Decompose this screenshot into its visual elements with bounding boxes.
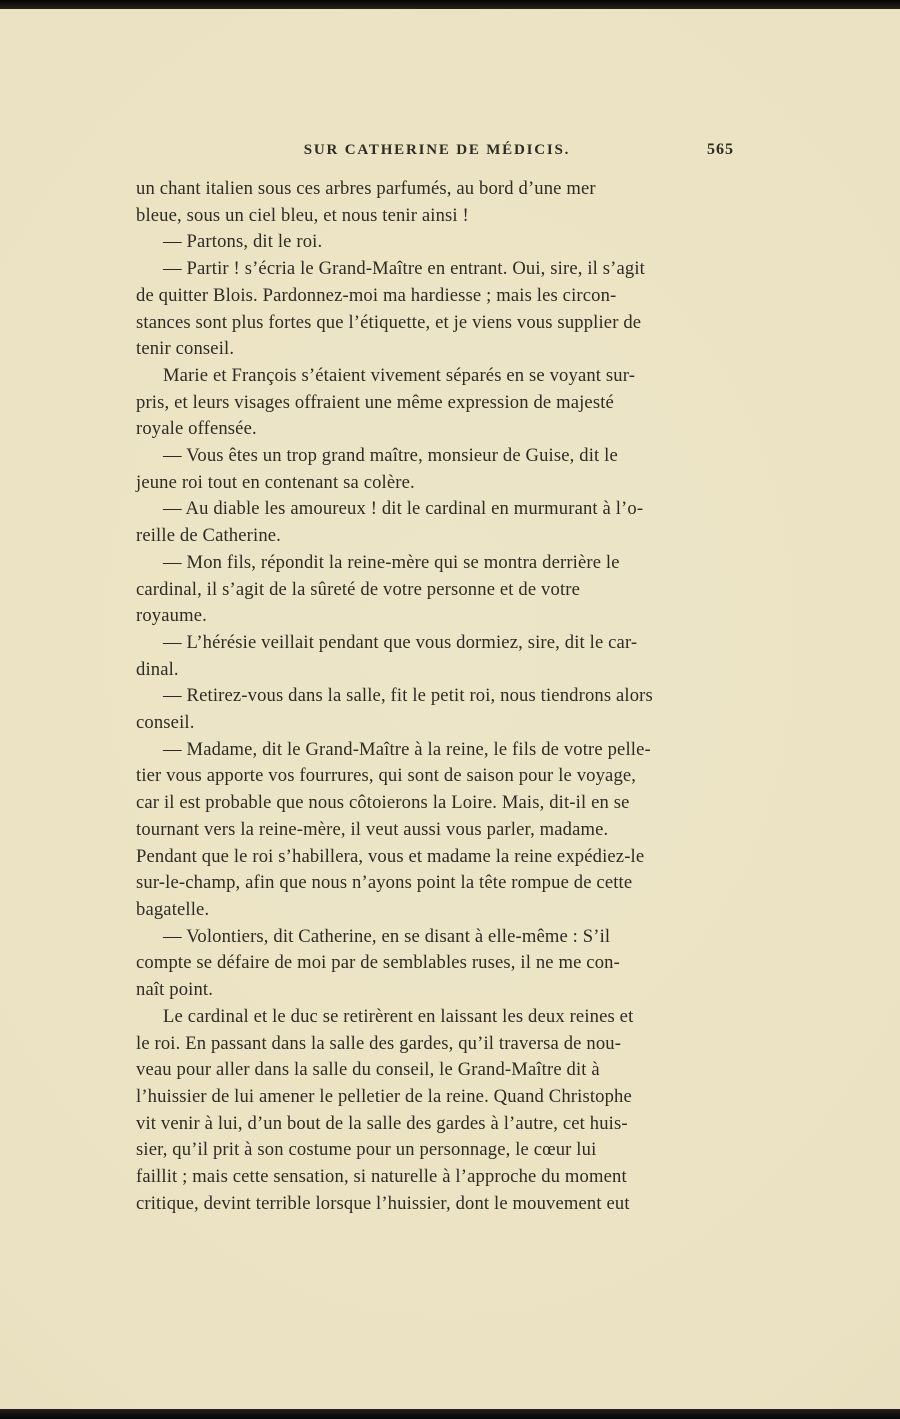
text-line: cardinal, il s’agit de la sûreté de votre personne et de votre	[136, 578, 581, 600]
paragraph	[136, 443, 738, 496]
text-line: sier, qu’il prit à son costume pour un personnage, le cœur lui	[136, 1139, 597, 1161]
text-line: tournant vers la reine-mère, il veut aussi vous parler, madame.	[136, 818, 609, 840]
paragraph	[136, 496, 738, 549]
text-line: conseil.	[136, 712, 195, 734]
text-line: Pendant que le roi s’habillera, vous et madame la reine expédiez-le	[136, 845, 645, 867]
paragraph	[136, 630, 738, 683]
text-line: compte se défaire de moi par de semblables ruses, il ne me con-	[136, 952, 620, 974]
paragraph	[136, 683, 738, 736]
text-line: bleue, sous un ciel bleu, et nous tenir ainsi !	[136, 204, 469, 226]
text-line: — Partons, dit le roi.	[163, 231, 323, 253]
text-line: veau pour aller dans la salle du conseil, le Grand-Maître dit à	[136, 1059, 600, 1081]
running-head	[136, 142, 738, 159]
text-line: critique, devint terrible lorsque l’huissier, dont le mouvement eut	[136, 1192, 630, 1214]
paragraph	[136, 737, 738, 924]
text-line: royaume.	[136, 605, 207, 627]
text-line: — Volontiers, dit Catherine, en se disant à elle-même : S’il	[163, 925, 611, 947]
paragraph	[136, 1004, 738, 1218]
text-line: faillit ; mais cette sensation, si naturelle à l’approche du moment	[136, 1166, 627, 1188]
text-line: — Au diable les amoureux ! dit le cardinal en murmurant à l’o-	[163, 498, 644, 520]
paragraph	[136, 550, 738, 630]
text-line: — Madame, dit le Grand-Maître à la reine, le fils de votre pelle-	[163, 738, 651, 760]
text-line: vit venir à lui, d’un bout de la salle des gardes à l’autre, cet huis-	[136, 1112, 628, 1134]
text-line: stances sont plus fortes que l’étiquette, et je viens vous supplier de	[136, 311, 642, 333]
text-line: jeune roi tout en contenant sa colère.	[136, 471, 415, 493]
text-block	[136, 176, 738, 1217]
text-line: naît point.	[136, 979, 214, 1001]
text-line: un chant italien sous ces arbres parfumés, au bord d’une mer	[136, 178, 596, 199]
text-line: reille de Catherine.	[136, 525, 281, 547]
paragraph	[136, 924, 738, 1004]
scan-edge-bottom	[0, 1409, 900, 1419]
text-line: — Mon fils, répondit la reine-mère qui se montra derrière le	[163, 551, 620, 573]
paragraph	[136, 363, 738, 443]
paragraph	[136, 176, 738, 229]
running-head-title: SUR CATHERINE DE MÉDICIS.	[303, 142, 571, 158]
text-line: bagatelle.	[136, 898, 210, 920]
page-number: 565	[707, 141, 734, 158]
text-line: car il est probable que nous côtoierons la Loire. Mais, dit-il en se	[136, 792, 630, 814]
text-line: — Retirez-vous dans la salle, fit le petit roi, nous tiendrons alors	[163, 685, 653, 707]
paragraph	[136, 229, 738, 256]
text-line: de quitter Blois. Pardonnez-moi ma hardiesse ; mais les circon-	[136, 284, 617, 306]
text-line: — Vous êtes un trop grand maître, monsieur de Guise, dit le	[163, 445, 618, 467]
text-line: pris, et leurs visages offraient une même expression de majesté	[136, 391, 614, 413]
text-line: royale offensée.	[136, 418, 257, 440]
text-line: tier vous apporte vos fourrures, qui sont de saison pour le voyage,	[136, 765, 637, 787]
text-line: l’huissier de lui amener le pelletier de la reine. Quand Christophe	[136, 1085, 632, 1107]
text-line: sur-le-champ, afin que nous n’ayons point la tête rompue de cette	[136, 872, 633, 894]
text-line: tenir conseil.	[136, 338, 235, 360]
text-line: Marie et François s’étaient vivement séparés en se voyant sur-	[163, 364, 636, 386]
text-line: le roi. En passant dans la salle des gardes, qu’il traversa de nou-	[136, 1032, 622, 1054]
text-line: dinal.	[136, 658, 179, 680]
text-line: — L’hérésie veillait pendant que vous dormiez, sire, dit le car-	[163, 631, 638, 653]
paragraph	[136, 256, 738, 363]
text-line: Le cardinal et le duc se retirèrent en laissant les deux reines et	[163, 1005, 634, 1027]
text-line: — Partir ! s’écria le Grand-Maître en entrant. Oui, sire, il s’agit	[163, 258, 645, 280]
